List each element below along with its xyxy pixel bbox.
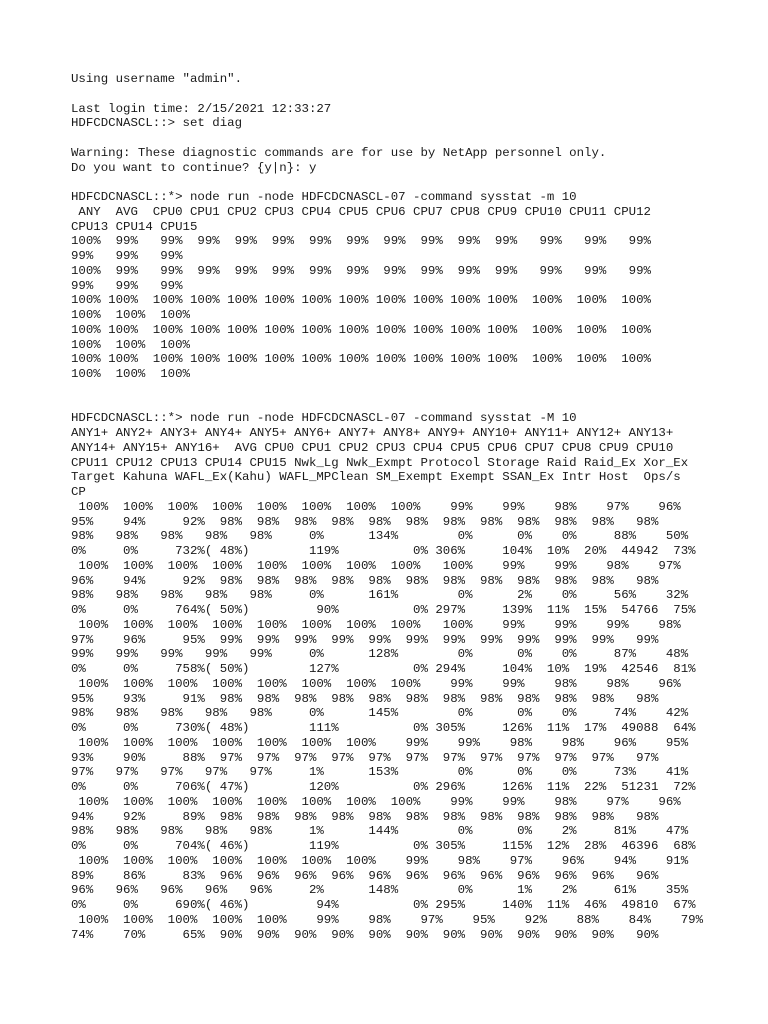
terminal-line: 74% 70% 65% 90% 90% 90% 90% 90% 90% 90% 90% 90% 90% 90% 90% — [71, 927, 659, 942]
terminal-line: CPU11 CPU12 CPU13 CPU14 CPU15 Nwk_Lg Nwk_Exmpt Protocol Storage Raid Raid_Ex Xor_Ex — [71, 455, 689, 470]
terminal-line: 0% 0% 758%( 50%) 127% 0% 294% 104% 10% 19% 42546 81% — [71, 662, 696, 676]
terminal-line: Using username "admin". — [71, 72, 243, 86]
terminal-line: 100% 100% 100% 100% 100% 100% 100% 100% 100% 100% 100% 100% 100% 100% 100% — [71, 293, 651, 308]
terminal-line: 100% 100% 100% 100% 100% 100% 100% 100% 99% 99% 98% 97% 96% — [71, 499, 681, 514]
terminal-line: 100% 100% 100% 100% 100% 100% 100% 100% 99% 99% 98% 97% 96% — [71, 794, 681, 809]
terminal-line: 94% 92% 89% 98% 98% 98% 98% 98% 98% 98% 98% 98% 98% 98% 98% — [71, 809, 659, 824]
terminal-line: 100% 100% 100% 100% 100% 100% 100% 100% 100% 100% 100% 100% 100% 100% 100% — [71, 352, 651, 367]
terminal-line: 95% 93% 91% 98% 98% 98% 98% 98% 98% 98% 98% 98% 98% 98% 98% — [71, 691, 659, 706]
terminal-line: Last login time: 2/15/2021 12:33:27 — [71, 101, 332, 116]
terminal-line: 98% 98% 98% 98% 98% 1% 144% 0% 0% 2% 81% 47% — [71, 824, 689, 839]
terminal-line: HDFCDCNASCL::*> node run -node HDFCDCNASCL-07 -command sysstat -M 10 — [71, 411, 577, 426]
terminal-line: 100% 100% 100% 100% 100% 99% 98% 97% 95% 92% 88% 84% 79% — [71, 912, 704, 927]
terminal-line: 100% 100% 100% 100% 100% 100% 100% 99% 98% 97% 96% 94% 91% — [71, 853, 689, 868]
terminal-line: 0% 0% 704%( 46%) 119% 0% 305% 115% 12% 28% 46396 68% — [71, 839, 696, 853]
terminal-line — [71, 175, 761, 190]
terminal-line: HDFCDCNASCL::> set diag — [71, 116, 243, 131]
terminal-line: 0% 0% 730%( 48%) 111% 0% 305% 126% 11% 17% 49088 64% — [71, 721, 696, 735]
terminal-line: 0% 0% 690%( 46%) 94% 0% 295% 140% 11% 46% 49810 67% — [71, 898, 696, 912]
terminal-line: CP — [71, 485, 86, 499]
terminal-line: 98% 98% 98% 98% 98% 0% 145% 0% 0% 0% 74% 42% — [71, 706, 689, 721]
terminal-line: 98% 98% 98% 98% 98% 0% 161% 0% 2% 0% 56% 32% — [71, 588, 689, 603]
terminal-line: 100% 100% 100% — [71, 367, 190, 381]
terminal-line: HDFCDCNASCL::*> node run -node HDFCDCNASCL-07 -command sysstat -m 10 — [71, 190, 577, 204]
terminal-line: 95% 94% 92% 98% 98% 98% 98% 98% 98% 98% 98% 98% 98% 98% 98% — [71, 514, 659, 529]
terminal-line: 100% 100% 100% 100% 100% 100% 100% 99% 99% 98% 98% 96% 95% — [71, 735, 689, 750]
terminal-line: 98% 98% 98% 98% 98% 0% 134% 0% 0% 0% 88% 50% — [71, 529, 689, 544]
terminal-line: 97% 96% 95% 99% 99% 99% 99% 99% 99% 99% 99% 99% 99% 99% 99% — [71, 632, 659, 647]
terminal-line — [71, 131, 761, 146]
terminal-line: 100% 100% 100% — [71, 308, 190, 322]
terminal-line: 100% 100% 100% 100% 100% 100% 100% 100% 99% 99% 98% 98% 96% — [71, 676, 681, 691]
terminal-line: Do you want to continue? {y|n}: y — [71, 160, 317, 175]
terminal-line: 0% 0% 732%( 48%) 119% 0% 306% 104% 10% 20% 44942 73% — [71, 544, 696, 558]
terminal-line: 100% 100% 100% 100% 100% 100% 100% 100% 100% 99% 99% 98% 97% — [71, 558, 681, 573]
terminal-line: 93% 90% 88% 97% 97% 97% 97% 97% 97% 97% 97% 97% 97% 97% 97% — [71, 750, 659, 765]
terminal-line: 99% 99% 99% — [71, 249, 183, 263]
terminal-line: ANY1+ ANY2+ ANY3+ ANY4+ ANY5+ ANY6+ ANY7+ ANY8+ ANY9+ ANY10+ ANY11+ ANY12+ ANY13+ — [71, 426, 674, 440]
terminal-output — [71, 72, 761, 1012]
terminal-line: 100% 100% 100% — [71, 337, 190, 352]
terminal-line: 96% 96% 96% 96% 96% 2% 148% 0% 1% 2% 61% 35% — [71, 883, 689, 898]
terminal-line — [71, 397, 761, 412]
terminal-line: ANY14+ ANY15+ ANY16+ AVG CPU0 CPU1 CPU2 CPU3 CPU4 CPU5 CPU6 CPU7 CPU8 CPU9 CPU10 — [71, 440, 674, 455]
terminal-line: 100% 99% 99% 99% 99% 99% 99% 99% 99% 99% 99% 99% 99% 99% 99% — [71, 263, 651, 278]
terminal-line: ANY AVG CPU0 CPU1 CPU2 CPU3 CPU4 CPU5 CPU6 CPU7 CPU8 CPU9 CPU10 CPU11 CPU12 — [71, 204, 651, 219]
terminal-line: 89% 86% 83% 96% 96% 96% 96% 96% 96% 96% 96% 96% 96% 96% 96% — [71, 868, 659, 883]
terminal-line: CPU13 CPU14 CPU15 — [71, 219, 198, 234]
terminal-line: 0% 0% 706%( 47%) 120% 0% 296% 126% 11% 22% 51231 72% — [71, 780, 696, 794]
terminal-line: 100% 100% 100% 100% 100% 100% 100% 100% 100% 100% 100% 100% 100% 100% 100% — [71, 322, 651, 337]
terminal-line: 99% 99% 99% — [71, 278, 183, 293]
terminal-line: 0% 0% 764%( 50%) 90% 0% 297% 139% 11% 15% 54766 75% — [71, 603, 696, 617]
terminal-line: Target Kahuna WAFL_Ex(Kahu) WAFL_MPClean SM_Exempt Exempt SSAN_Ex Intr Host Ops/s — [71, 470, 681, 485]
terminal-line: 100% 99% 99% 99% 99% 99% 99% 99% 99% 99% 99% 99% 99% 99% 99% — [71, 234, 651, 249]
terminal-line: Warning: These diagnostic commands are for use by NetApp personnel only. — [71, 145, 607, 160]
terminal-line: 99% 99% 99% 99% 99% 0% 128% 0% 0% 0% 87% 48% — [71, 647, 689, 662]
terminal-line — [71, 87, 761, 102]
terminal-line: 96% 94% 92% 98% 98% 98% 98% 98% 98% 98% 98% 98% 98% 98% 98% — [71, 573, 659, 588]
terminal-line: 97% 97% 97% 97% 97% 1% 153% 0% 0% 0% 73% 41% — [71, 765, 689, 780]
terminal-line: 100% 100% 100% 100% 100% 100% 100% 100% 100% 99% 99% 99% 98% — [71, 617, 681, 632]
terminal-line — [71, 382, 761, 397]
